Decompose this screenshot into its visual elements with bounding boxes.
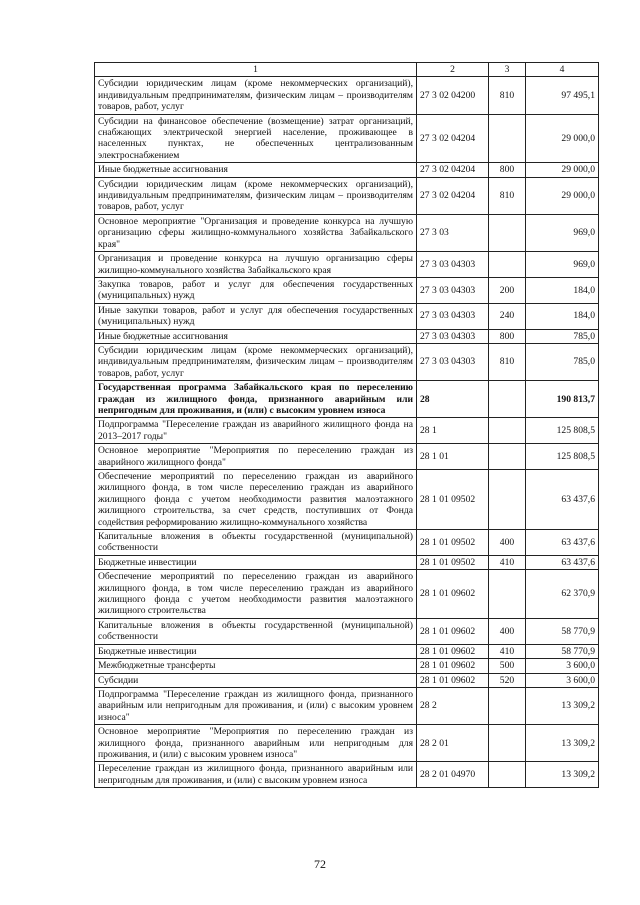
row-expense-type-cell [489, 570, 526, 619]
table-row [95, 673, 599, 687]
row-sum-cell: 97 495,1 [526, 77, 599, 114]
row-sum-cell: 190 813,7 [526, 381, 599, 418]
table-row [95, 214, 599, 251]
row-sum-cell: 3 600,0 [526, 673, 599, 687]
row-sum-cell: 184,0 [526, 277, 599, 303]
row-expense-type-cell: 500 [489, 659, 526, 673]
row-code-cell: 27 3 03 [417, 214, 489, 251]
table-row [95, 725, 599, 762]
row-expense-type-cell [489, 687, 526, 724]
row-code-cell: 28 1 01 [417, 444, 489, 470]
row-sum-cell: 13 309,2 [526, 725, 599, 762]
row-name-cell: Капитальные вложения в объекты государственной (муниципальной) собственности [95, 530, 417, 556]
row-code-cell: 28 1 01 09602 [417, 659, 489, 673]
row-sum-cell: 13 309,2 [526, 762, 599, 788]
row-sum-cell: 29 000,0 [526, 163, 599, 177]
row-code-cell: 28 [417, 381, 489, 418]
row-expense-type-cell: 410 [489, 555, 526, 569]
row-code-cell: 28 1 01 09502 [417, 470, 489, 530]
row-expense-type-cell [489, 470, 526, 530]
row-sum-cell: 63 437,6 [526, 530, 599, 556]
row-expense-type-cell: 800 [489, 329, 526, 343]
header-cell-name: 1 [95, 63, 417, 77]
row-name-cell: Субсидии на финансовое обеспечение (возмещение) затрат организаций, снабжающих электрической энергией население, проживающее в населенных пунктах, не обеспеченных централизованным электроснабжением [95, 114, 417, 163]
table-header-row [95, 63, 599, 77]
row-sum-cell: 63 437,6 [526, 470, 599, 530]
row-sum-cell: 785,0 [526, 343, 599, 380]
row-code-cell: 28 1 01 09602 [417, 644, 489, 658]
row-expense-type-cell: 410 [489, 644, 526, 658]
table-row [95, 762, 599, 788]
row-name-cell: Подпрограмма "Переселение граждан из аварийного жилищного фонда на 2013–2017 годы" [95, 418, 417, 444]
row-code-cell: 27 3 03 04303 [417, 277, 489, 303]
row-code-cell: 27 3 02 04200 [417, 77, 489, 114]
budget-table [94, 62, 599, 788]
table-row [95, 555, 599, 569]
row-name-cell: Капитальные вложения в объекты государственной (муниципальной) собственности [95, 618, 417, 644]
row-expense-type-cell [489, 444, 526, 470]
row-sum-cell: 785,0 [526, 329, 599, 343]
row-name-cell: Основное мероприятие "Организация и проведение конкурса на лучшую организацию сферы жилищно-коммунального хозяйства Забайкальского края" [95, 214, 417, 251]
row-code-cell: 28 1 01 09602 [417, 618, 489, 644]
row-sum-cell: 969,0 [526, 214, 599, 251]
row-code-cell: 27 3 03 04303 [417, 252, 489, 278]
row-name-cell: Основное мероприятие "Мероприятия по переселению граждан из жилищного фонда, признанного аварийным или непригодным для проживания, и (или) с высоким уровнем износа" [95, 725, 417, 762]
row-sum-cell: 184,0 [526, 303, 599, 329]
row-expense-type-cell [489, 418, 526, 444]
page-number: 72 [314, 857, 326, 871]
table-row [95, 444, 599, 470]
row-expense-type-cell [489, 252, 526, 278]
row-code-cell: 28 1 [417, 418, 489, 444]
table-row [95, 163, 599, 177]
table-row [95, 77, 599, 114]
row-name-cell: Иные бюджетные ассигнования [95, 163, 417, 177]
table-row [95, 570, 599, 619]
header-cell-sum: 4 [526, 63, 599, 77]
row-name-cell: Бюджетные инвестиции [95, 644, 417, 658]
table-row [95, 177, 599, 214]
row-expense-type-cell [489, 381, 526, 418]
row-expense-type-cell: 810 [489, 343, 526, 380]
row-name-cell: Подпрограмма "Переселение граждан из жилищного фонда, признанного аварийным или непригодным для проживания, и (или) с высоким уровнем износа" [95, 687, 417, 724]
row-sum-cell: 125 808,5 [526, 418, 599, 444]
header-cell-code: 2 [417, 63, 489, 77]
row-expense-type-cell: 400 [489, 618, 526, 644]
table-row [95, 343, 599, 380]
row-sum-cell: 58 770,9 [526, 644, 599, 658]
row-sum-cell: 63 437,6 [526, 555, 599, 569]
table-row [95, 687, 599, 724]
row-expense-type-cell: 810 [489, 77, 526, 114]
row-sum-cell: 125 808,5 [526, 444, 599, 470]
row-expense-type-cell [489, 725, 526, 762]
row-expense-type-cell [489, 214, 526, 251]
row-name-cell: Субсидии юридическим лицам (кроме некоммерческих организаций), индивидуальным предпринимателям, физическим лицам – производителям товаров, работ, услуг [95, 77, 417, 114]
row-code-cell: 28 2 01 04970 [417, 762, 489, 788]
table-row [95, 618, 599, 644]
row-name-cell: Иные бюджетные ассигнования [95, 329, 417, 343]
row-name-cell: Переселение граждан из жилищного фонда, признанного аварийным или непригодным для проживания, и (или) с высоким уровнем износа [95, 762, 417, 788]
row-expense-type-cell: 240 [489, 303, 526, 329]
row-expense-type-cell: 800 [489, 163, 526, 177]
row-name-cell: Обеспечение мероприятий по переселению граждан из аварийного жилищного фонда, в том числе переселению граждан из аварийного жилищного фонда с учетом необходимости развития малоэтажного жилищного строительства [95, 570, 417, 619]
row-code-cell: 27 3 02 04204 [417, 177, 489, 214]
row-sum-cell: 62 370,9 [526, 570, 599, 619]
row-name-cell: Организация и проведение конкурса на лучшую организацию сферы жилищно-коммунального хозяйства Забайкальского края [95, 252, 417, 278]
table-row [95, 303, 599, 329]
row-name-cell: Закупка товаров, работ и услуг для обеспечения государственных (муниципальных) нужд [95, 277, 417, 303]
row-code-cell: 27 3 03 04303 [417, 329, 489, 343]
row-code-cell: 28 1 01 09502 [417, 555, 489, 569]
row-code-cell: 27 3 02 04204 [417, 114, 489, 163]
row-name-cell: Субсидии [95, 673, 417, 687]
row-sum-cell: 969,0 [526, 252, 599, 278]
table-row [95, 114, 599, 163]
row-expense-type-cell: 520 [489, 673, 526, 687]
row-code-cell: 27 3 03 04303 [417, 343, 489, 380]
row-sum-cell: 13 309,2 [526, 687, 599, 724]
row-code-cell: 27 3 03 04303 [417, 303, 489, 329]
table-row [95, 644, 599, 658]
table-row [95, 381, 599, 418]
row-code-cell: 28 2 [417, 687, 489, 724]
row-name-cell: Обеспечение мероприятий по переселению граждан из аварийного жилищного фонда, в том числе переселению граждан из аварийного жилищного фонда с учетом необходимости развития малоэтажного жилищного строительства, за счет средств, поступивших от Фонда содействия реформированию жилищно-коммунального хозяйства [95, 470, 417, 530]
row-code-cell: 28 1 01 09602 [417, 673, 489, 687]
table-row [95, 659, 599, 673]
table-row [95, 418, 599, 444]
row-name-cell: Субсидии юридическим лицам (кроме некоммерческих организаций), индивидуальным предпринимателям, физическим лицам – производителям товаров, работ, услуг [95, 343, 417, 380]
row-code-cell: 28 1 01 09502 [417, 530, 489, 556]
row-name-cell: Бюджетные инвестиции [95, 555, 417, 569]
header-cell-expense-type: 3 [489, 63, 526, 77]
row-expense-type-cell [489, 762, 526, 788]
table-row [95, 470, 599, 530]
row-expense-type-cell: 400 [489, 530, 526, 556]
row-code-cell: 28 2 01 [417, 725, 489, 762]
table-row [95, 530, 599, 556]
row-code-cell: 27 3 02 04204 [417, 163, 489, 177]
table-row [95, 252, 599, 278]
row-expense-type-cell: 810 [489, 177, 526, 214]
row-name-cell: Государственная программа Забайкальского края по переселению граждан из жилищного фонда, признанного аварийным или непригодным для проживания, и (или) с высоким уровнем износа [95, 381, 417, 418]
row-name-cell: Межбюджетные трансферты [95, 659, 417, 673]
row-expense-type-cell [489, 114, 526, 163]
row-sum-cell: 3 600,0 [526, 659, 599, 673]
row-sum-cell: 29 000,0 [526, 177, 599, 214]
row-sum-cell: 29 000,0 [526, 114, 599, 163]
table-row [95, 329, 599, 343]
budget-table-body [95, 63, 599, 788]
row-name-cell: Основное мероприятие "Мероприятия по переселению граждан из аварийного жилищного фонда" [95, 444, 417, 470]
row-name-cell: Иные закупки товаров, работ и услуг для обеспечения государственных (муниципальных) нужд [95, 303, 417, 329]
row-name-cell: Субсидии юридическим лицам (кроме некоммерческих организаций), индивидуальным предпринимателям, физическим лицам – производителям товаров, работ, услуг [95, 177, 417, 214]
row-code-cell: 28 1 01 09602 [417, 570, 489, 619]
table-row [95, 277, 599, 303]
row-expense-type-cell: 200 [489, 277, 526, 303]
row-sum-cell: 58 770,9 [526, 618, 599, 644]
